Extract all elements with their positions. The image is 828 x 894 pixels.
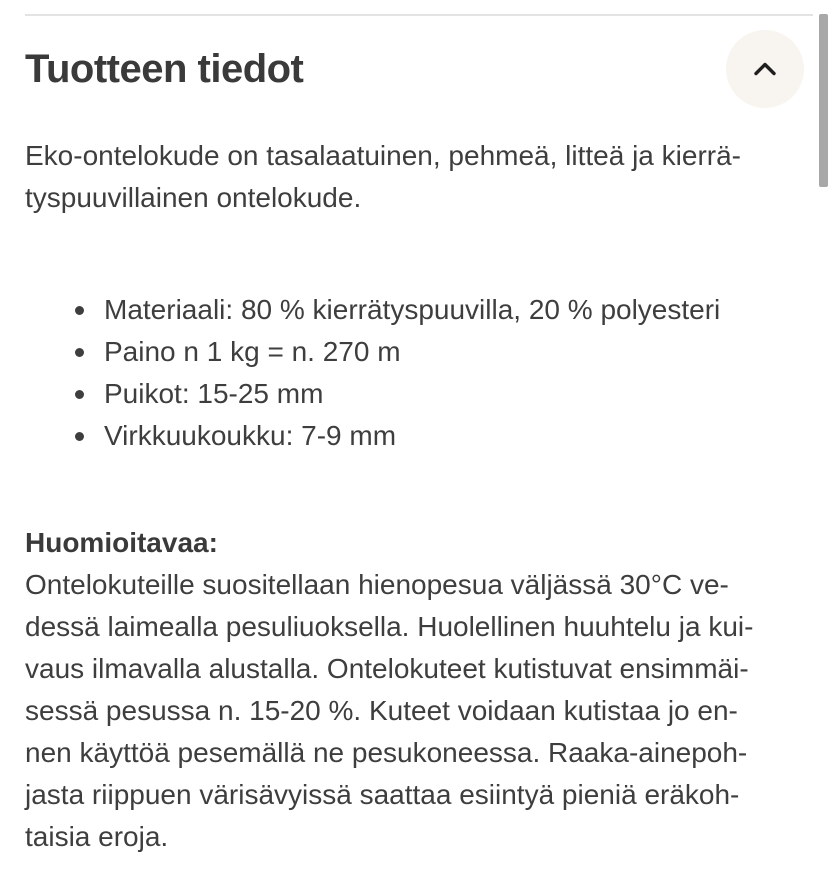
care-line: vaus ilmavalla alustalla. Ontelokuteet kutistuvat ensimmäi- <box>25 653 749 684</box>
spec-item-label: Materiaali: 80 % kierrätyspuuvilla, 20 % polyesteri <box>104 294 721 325</box>
care-line: Ontelokuteille suositellaan hienopesua väljässä 30°C ve- <box>25 569 729 600</box>
spec-item-label: Puikot: 15-25 mm <box>104 378 324 409</box>
care-line: taisia eroja. <box>25 821 169 852</box>
section-title: Tuotteen tiedot <box>25 46 304 91</box>
care-line: dessä laimealla pesuliuoksella. Huolellinen huuhtelu ja kui- <box>25 611 754 642</box>
bullet-icon <box>75 390 84 399</box>
spec-item <box>25 373 804 415</box>
section-divider <box>25 14 813 16</box>
product-info-panel <box>0 14 828 858</box>
bullet-icon <box>75 348 84 357</box>
scrollbar-thumb[interactable] <box>819 14 828 187</box>
intro-line: tyspuuvillainen ontelokude. <box>25 182 362 213</box>
intro-line: Eko-ontelokude on tasalaatuinen, pehmeä, litteä ja kierrä- <box>25 140 741 171</box>
collapse-button[interactable] <box>726 30 804 108</box>
spec-item-label: Paino n 1 kg = n. 270 m <box>104 336 401 367</box>
spec-item <box>25 289 804 331</box>
care-heading: Huomioitavaa: <box>25 527 218 558</box>
care-line: jasta riippuen värisävyissä saattaa esiintyä pieniä eräkoh- <box>25 779 740 810</box>
spec-item <box>25 331 804 373</box>
spec-item <box>25 415 804 457</box>
care-line: nen käyttöä pesemällä ne pesukoneessa. Raaka-ainepoh- <box>25 737 748 768</box>
spec-item-label: Virkkuukoukku: 7-9 mm <box>104 420 397 451</box>
spec-list <box>25 289 804 457</box>
intro-paragraph <box>25 135 804 219</box>
chevron-up-icon <box>753 62 777 76</box>
bullet-icon <box>75 306 84 315</box>
bullet-icon <box>75 432 84 441</box>
care-line: sessä pesussa n. 15-20 %. Kuteet voidaan kutistaa jo en- <box>25 695 738 726</box>
care-section <box>25 522 804 858</box>
accordion-header[interactable] <box>25 30 804 108</box>
